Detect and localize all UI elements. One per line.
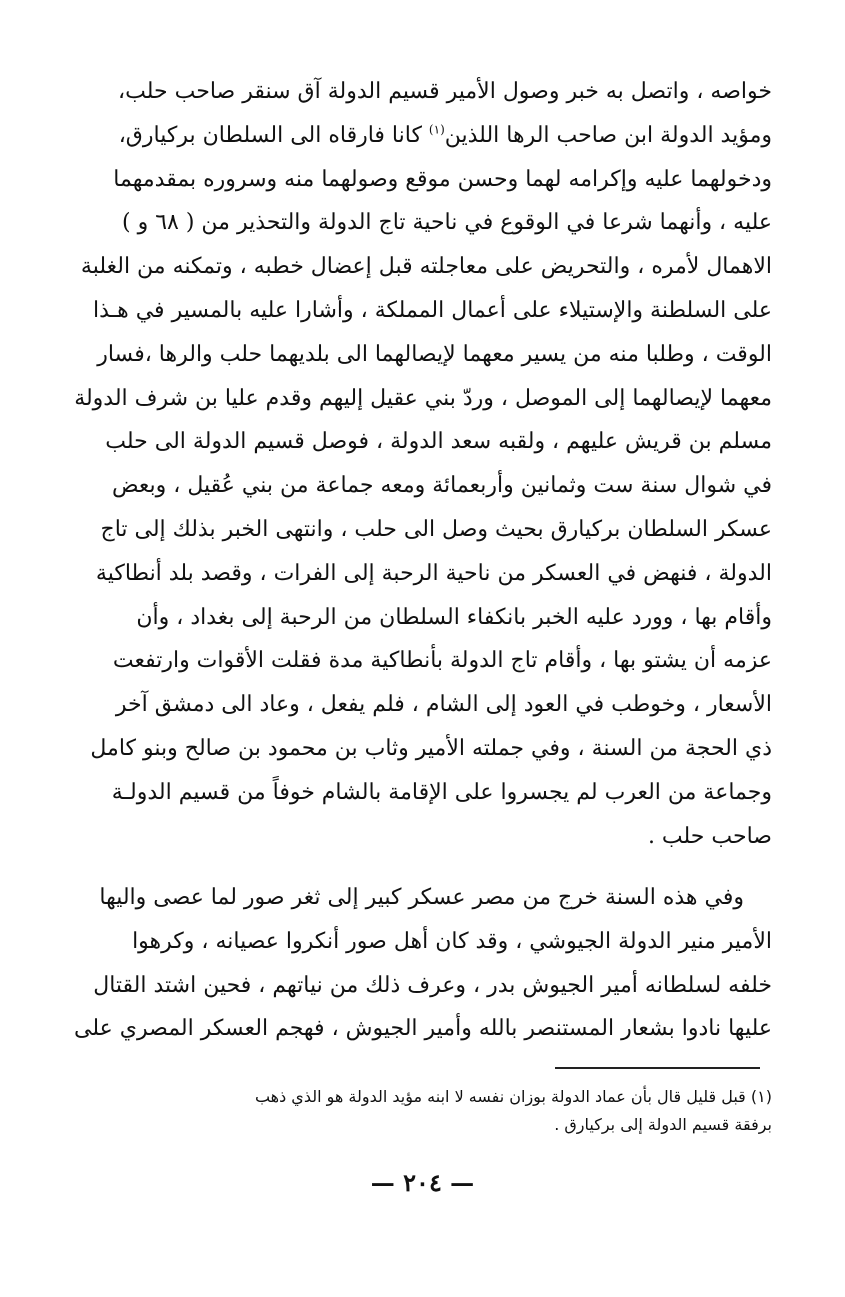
text-segment: ومؤيد الدولة ابن صاحب الرها اللذين xyxy=(444,122,772,148)
footnote-separator xyxy=(555,1067,760,1069)
text-line: في شوال سنة ست وثمانين وأربعمائة ومعه جماعة من بني عُقيل ، وبعض xyxy=(111,473,772,499)
text-line: معهما لإيصالهما إلى الموصل ، وردّ بني عقيل إليهم وقدم عليا بن شرف الدولة xyxy=(74,385,772,411)
text-line: على السلطنة والإستيلاء على أعمال المملكة ، وأشارا عليه بالمسير في هـذا xyxy=(93,297,772,323)
second-paragraph xyxy=(72,876,772,1051)
text-line: خواصه ، واتصل به خبر وصول الأمير قسيم الدولة آق سنقر صاحب حلب، xyxy=(118,79,772,104)
text-segment: كانا فارقاه الى السلطان بركيارق، xyxy=(118,122,429,148)
footnote xyxy=(72,1083,772,1139)
text-line: ذي الحجة من السنة ، وفي جملته الأمير وثاب بن محمود بن صالح وبنو كامل xyxy=(90,735,772,761)
text-line: الدولة ، فنهض في العسكر من ناحية الرحبة إلى الفرات ، وقصد بلد أنطاكية xyxy=(95,560,772,586)
main-paragraph xyxy=(72,70,772,858)
text-line: الأسعار ، وخوطب في العود إلى الشام ، فلم يفعل ، وعاد الى دمشق آخر xyxy=(115,692,772,718)
text-line: عسكر السلطان بركيارق بحيث وصل الى حلب ، وانتهى الخبر بذلك إلى تاج xyxy=(100,516,772,542)
text-line: ودخولهما عليه وإكرامه لهما وحسن موقع وصولهما منه وسروره بمقدمهما xyxy=(113,166,772,192)
text-line: الأمير منير الدولة الجيوشي ، وقد كان أهل صور أنكروا عصيانه ، وكرهوا xyxy=(132,928,772,954)
text-line: خلفه لسلطانه أمير الجيوش بدر ، وعرف ذلك من نياتهم ، فحين اشتد القتال xyxy=(93,972,772,998)
text-line: صاحب حلب . xyxy=(647,823,772,849)
text-line-with-footnote xyxy=(72,114,772,158)
text-line: الاهمال لأمره ، والتحريض على معاجلته قبل إعضال خطبه ، وتمكنه من الغلبة xyxy=(80,254,772,280)
page-number: — ٢٠٤ — xyxy=(370,1168,475,1197)
footnote-line: (١) قبل قليل قال بأن عماد الدولة بوزان نفسه لا ابنه مؤيد الدولة هو الذي ذهب xyxy=(254,1087,772,1106)
text-line: عزمه أن يشتو بها ، وأقام تاج الدولة بأنطاكية مدة فقلت الأقوات وارتفعت xyxy=(112,648,772,674)
text-line: وأقام بها ، وورد عليه الخبر بانكفاء السلطان من الرحبة إلى بغداد ، وأن xyxy=(136,604,772,630)
footnote-line: برفقة قسيم الدولة إلى بركيارق . xyxy=(554,1115,772,1134)
text-line: مسلم بن قريش عليهم ، ولقبه سعد الدولة ، فوصل قسيم الدولة الى حلب xyxy=(105,429,772,455)
text-line: الوقت ، وطلبا منه من يسير معهما لإيصالهما الى بلديهما حلب والرها ،فسار xyxy=(97,341,772,367)
text-line: عليه ، وأنهما شرعا في الوقوع في ناحية تاج الدولة والتحذير من ( ٦٨ و ) xyxy=(122,210,772,236)
text-line: عليها نادوا بشعار المستنصر بالله وأمير الجيوش ، فهجم العسكر المصري على xyxy=(74,1016,772,1042)
footnote-marker: (١) xyxy=(428,122,445,137)
text-line: وجماعة من العرب لم يجسروا على الإقامة بالشام خوفاً من قسيم الدولـة xyxy=(111,779,772,805)
text-line: وفي هذه السنة خرج من مصر عسكر كبير إلى ثغر صور لما عصى واليها xyxy=(99,885,744,910)
